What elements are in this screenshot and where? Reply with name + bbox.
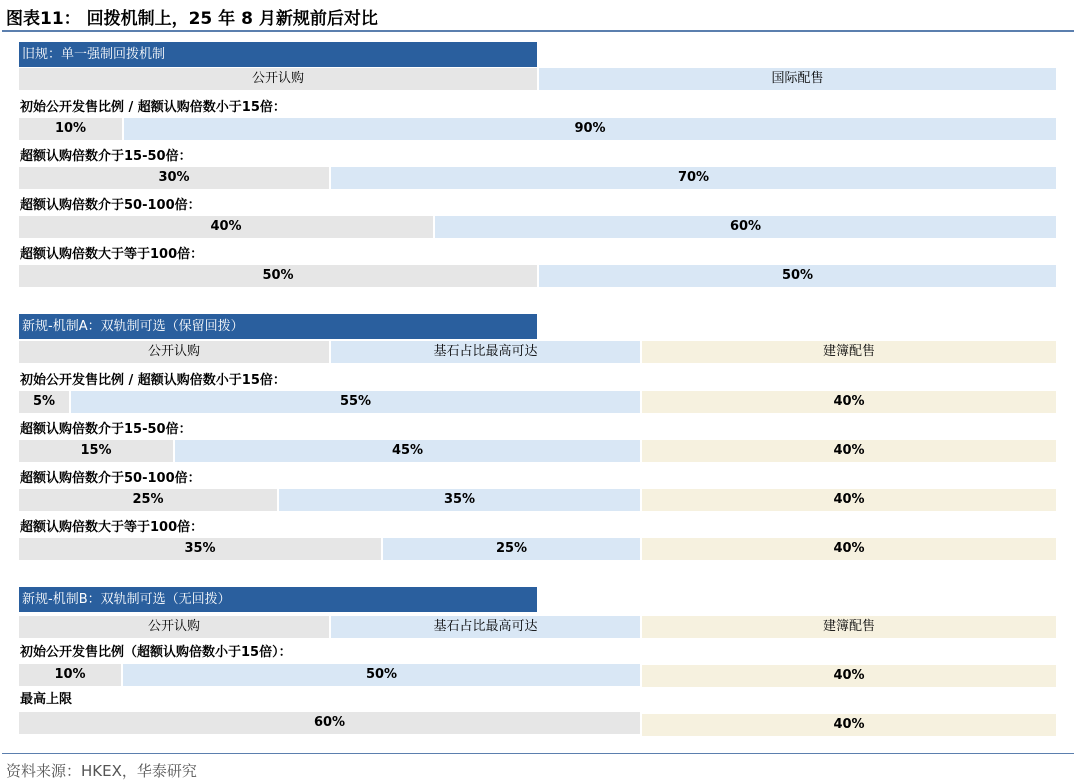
row-label: 超额认购倍数大于等于100倍： [20, 247, 204, 262]
row-label: 初始公开发售比例 / 超额认购倍数小于15倍： [20, 373, 286, 388]
bar-public: 10% [19, 664, 121, 686]
bar-international: 50% [539, 265, 1056, 287]
bar-public: 25% [19, 489, 277, 511]
bottom-divider [2, 753, 1074, 754]
row-label: 超额认购倍数介于50-100倍： [20, 471, 201, 486]
source-note: 资料来源：HKEX，华泰研究 [6, 762, 197, 780]
bar-international: 90% [124, 118, 1056, 140]
row-label: 最高上限 [20, 692, 73, 707]
column-header-public: 公开认购 [19, 341, 329, 363]
column-header-bookbuilding: 建簿配售 [642, 341, 1056, 363]
bar-public: 30% [19, 167, 329, 189]
bar-bookbuilding: 40% [642, 665, 1056, 687]
row-label: 超额认购倍数介于15-50倍： [20, 149, 192, 164]
bar-cornerstone: 55% [71, 391, 640, 413]
bar-bookbuilding: 40% [642, 440, 1056, 462]
bar-bookbuilding: 40% [642, 391, 1056, 413]
column-header-international: 国际配售 [539, 68, 1056, 90]
bar-public: 5% [19, 391, 69, 413]
bar-public: 50% [19, 265, 537, 287]
bar-cornerstone: 45% [175, 440, 640, 462]
bar-bookbuilding: 40% [642, 489, 1056, 511]
bar-international: 60% [435, 216, 1056, 238]
row-label: 初始公开发售比例（超额认购倍数小于15倍）： [20, 645, 292, 660]
bar-public-plus-cornerstone: 60% [19, 712, 640, 734]
section-header-mechanism-b: 新规-机制B：双轨制可选（无回拨） [19, 587, 537, 612]
bar-public: 40% [19, 216, 433, 238]
column-header-cornerstone: 基石占比最高可达 [331, 341, 640, 363]
bar-international: 70% [331, 167, 1056, 189]
bar-public: 10% [19, 118, 122, 140]
section-header-mechanism-a: 新规-机制A：双轨制可选（保留回拨） [19, 314, 537, 339]
bar-bookbuilding: 40% [642, 714, 1056, 736]
column-header-bookbuilding: 建簿配售 [642, 616, 1056, 638]
section-header-old: 旧规：单一强制回拨机制 [19, 42, 537, 67]
bar-bookbuilding: 40% [642, 538, 1056, 560]
row-label: 超额认购倍数大于等于100倍： [20, 520, 204, 535]
column-header-public: 公开认购 [19, 616, 329, 638]
bar-cornerstone: 50% [123, 664, 640, 686]
row-label: 初始公开发售比例 / 超额认购倍数小于15倍： [20, 100, 286, 115]
column-header-cornerstone: 基石占比最高可达 [331, 616, 640, 638]
top-divider [2, 30, 1074, 32]
row-label: 超额认购倍数介于15-50倍： [20, 422, 192, 437]
column-header-public: 公开认购 [19, 68, 537, 90]
bar-public: 15% [19, 440, 173, 462]
bar-cornerstone: 35% [279, 489, 640, 511]
bar-cornerstone: 25% [383, 538, 640, 560]
figure-title: 图表11： 回拨机制上，25 年 8 月新规前后对比 [6, 9, 378, 29]
row-label: 超额认购倍数介于50-100倍： [20, 198, 201, 213]
bar-public: 35% [19, 538, 381, 560]
